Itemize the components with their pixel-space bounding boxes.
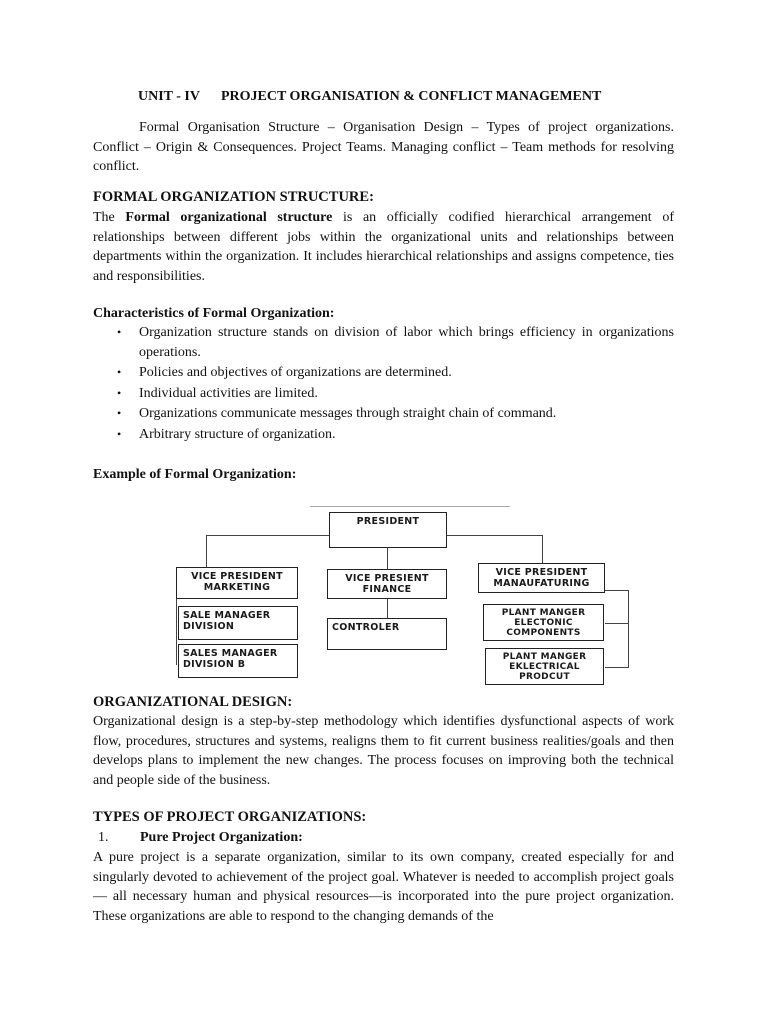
formal-structure-term: Formal organizational structure bbox=[125, 210, 333, 225]
connector-line bbox=[605, 667, 629, 668]
sale-manager-box: SALE MANAGER DIVISION bbox=[178, 606, 298, 640]
connector-line bbox=[310, 506, 510, 507]
list-item-text: Arbitrary structure of organization. bbox=[139, 426, 336, 442]
characteristics-heading: Characteristics of Formal Organization: bbox=[93, 306, 335, 321]
connector-line bbox=[605, 623, 629, 624]
connector-line bbox=[387, 598, 388, 618]
types-heading: TYPES OF PROJECT ORGANIZATIONS: bbox=[93, 809, 367, 825]
org-design-paragraph: Organizational design is a step-by-step methodology which identifies dysfunctional aspects of work flow, procedures, structures and systems, realigns them to fit current business realities/goals and then develops plans to implement the new changes. The process focuses on improving both the technical and people side of the business. bbox=[93, 714, 674, 788]
formal-structure-heading: FORMAL ORGANIZATION STRUCTURE: bbox=[93, 189, 374, 205]
example-heading: Example of Formal Organization: bbox=[93, 467, 297, 482]
characteristics-list bbox=[93, 323, 674, 445]
formal-structure-rest: is an officially codified hierarchical arrangement of relationships between different jobs within the organizational units and relationships between departments within the organization. It includes hierarchical relationships and assigns competence, ties and responsibilities. bbox=[93, 210, 674, 284]
list-item bbox=[93, 363, 674, 383]
connector-line bbox=[605, 590, 629, 591]
vp-marketing-box: VICE PRESIDENT MARKETING bbox=[176, 567, 298, 599]
bullet-icon: • bbox=[117, 426, 122, 441]
vp-manufacturing-box: VICE PRESIDENT MANAUFATURING bbox=[478, 563, 605, 593]
bullet-icon: • bbox=[117, 385, 122, 400]
connector-line bbox=[176, 575, 177, 665]
pure-project-paragraph: A pure project is a separate organization, similar to its own company, created especially for and singularly devoted to achievement of the project goal. Whatever is needed to accomplish project goals — all necessary human and physical resources—is incorporated into the pure project organization. These organizations are able to respond to the changing demands of the bbox=[93, 850, 674, 924]
list-item bbox=[93, 425, 674, 445]
org-design-heading: ORGANIZATIONAL DESIGN: bbox=[93, 694, 293, 710]
list-item-text: Organization structure stands on division of labor which brings efficiency in organizations operations. bbox=[139, 325, 674, 360]
formal-structure-lead: The bbox=[93, 210, 126, 225]
pure-project-item bbox=[98, 828, 658, 848]
connector-line bbox=[206, 535, 329, 536]
formal-structure-paragraph bbox=[93, 208, 674, 286]
sales-manager-b-box: SALES MANAGER DIVISION B bbox=[178, 644, 298, 678]
connector-line bbox=[387, 547, 388, 569]
president-box: PRESIDENT bbox=[329, 512, 447, 548]
item-title: Pure Project Organization: bbox=[140, 830, 303, 845]
list-item bbox=[93, 404, 674, 424]
bullet-icon: • bbox=[117, 325, 122, 339]
list-item-text: Policies and objectives of organizations are determined. bbox=[139, 365, 452, 380]
connector-line bbox=[206, 535, 207, 567]
bullet-icon: • bbox=[117, 406, 122, 420]
list-item-text: Organizations communicate messages through straight chain of command. bbox=[139, 406, 557, 421]
item-number: 1. bbox=[98, 830, 109, 845]
controller-box: CONTROLER bbox=[327, 618, 447, 650]
intro-paragraph: Formal Organisation Structure – Organisation Design – Types of project organizations. Conflict – Origin & Consequences. Project Teams. Managing conflict – Team methods for resolving conflict. bbox=[93, 120, 674, 174]
bullet-icon: • bbox=[117, 365, 122, 379]
list-item-text: Individual activities are limited. bbox=[139, 385, 318, 401]
vp-finance-box: VICE PRESIENT FINANCE bbox=[327, 569, 447, 599]
list-item bbox=[93, 323, 674, 362]
list-item bbox=[93, 384, 674, 404]
connector-line bbox=[542, 535, 543, 563]
connector-line bbox=[446, 535, 542, 536]
connector-line bbox=[628, 590, 629, 668]
plant-electronic-box: PLANT MANGER ELECTONIC COMPONENTS bbox=[483, 604, 604, 641]
plant-electrical-box: PLANT MANGER EKLECTRICAL PRODCUT bbox=[485, 648, 604, 685]
unit-title: UNIT - IV PROJECT ORGANISATION & CONFLICT MANAGEMENT bbox=[138, 89, 602, 104]
